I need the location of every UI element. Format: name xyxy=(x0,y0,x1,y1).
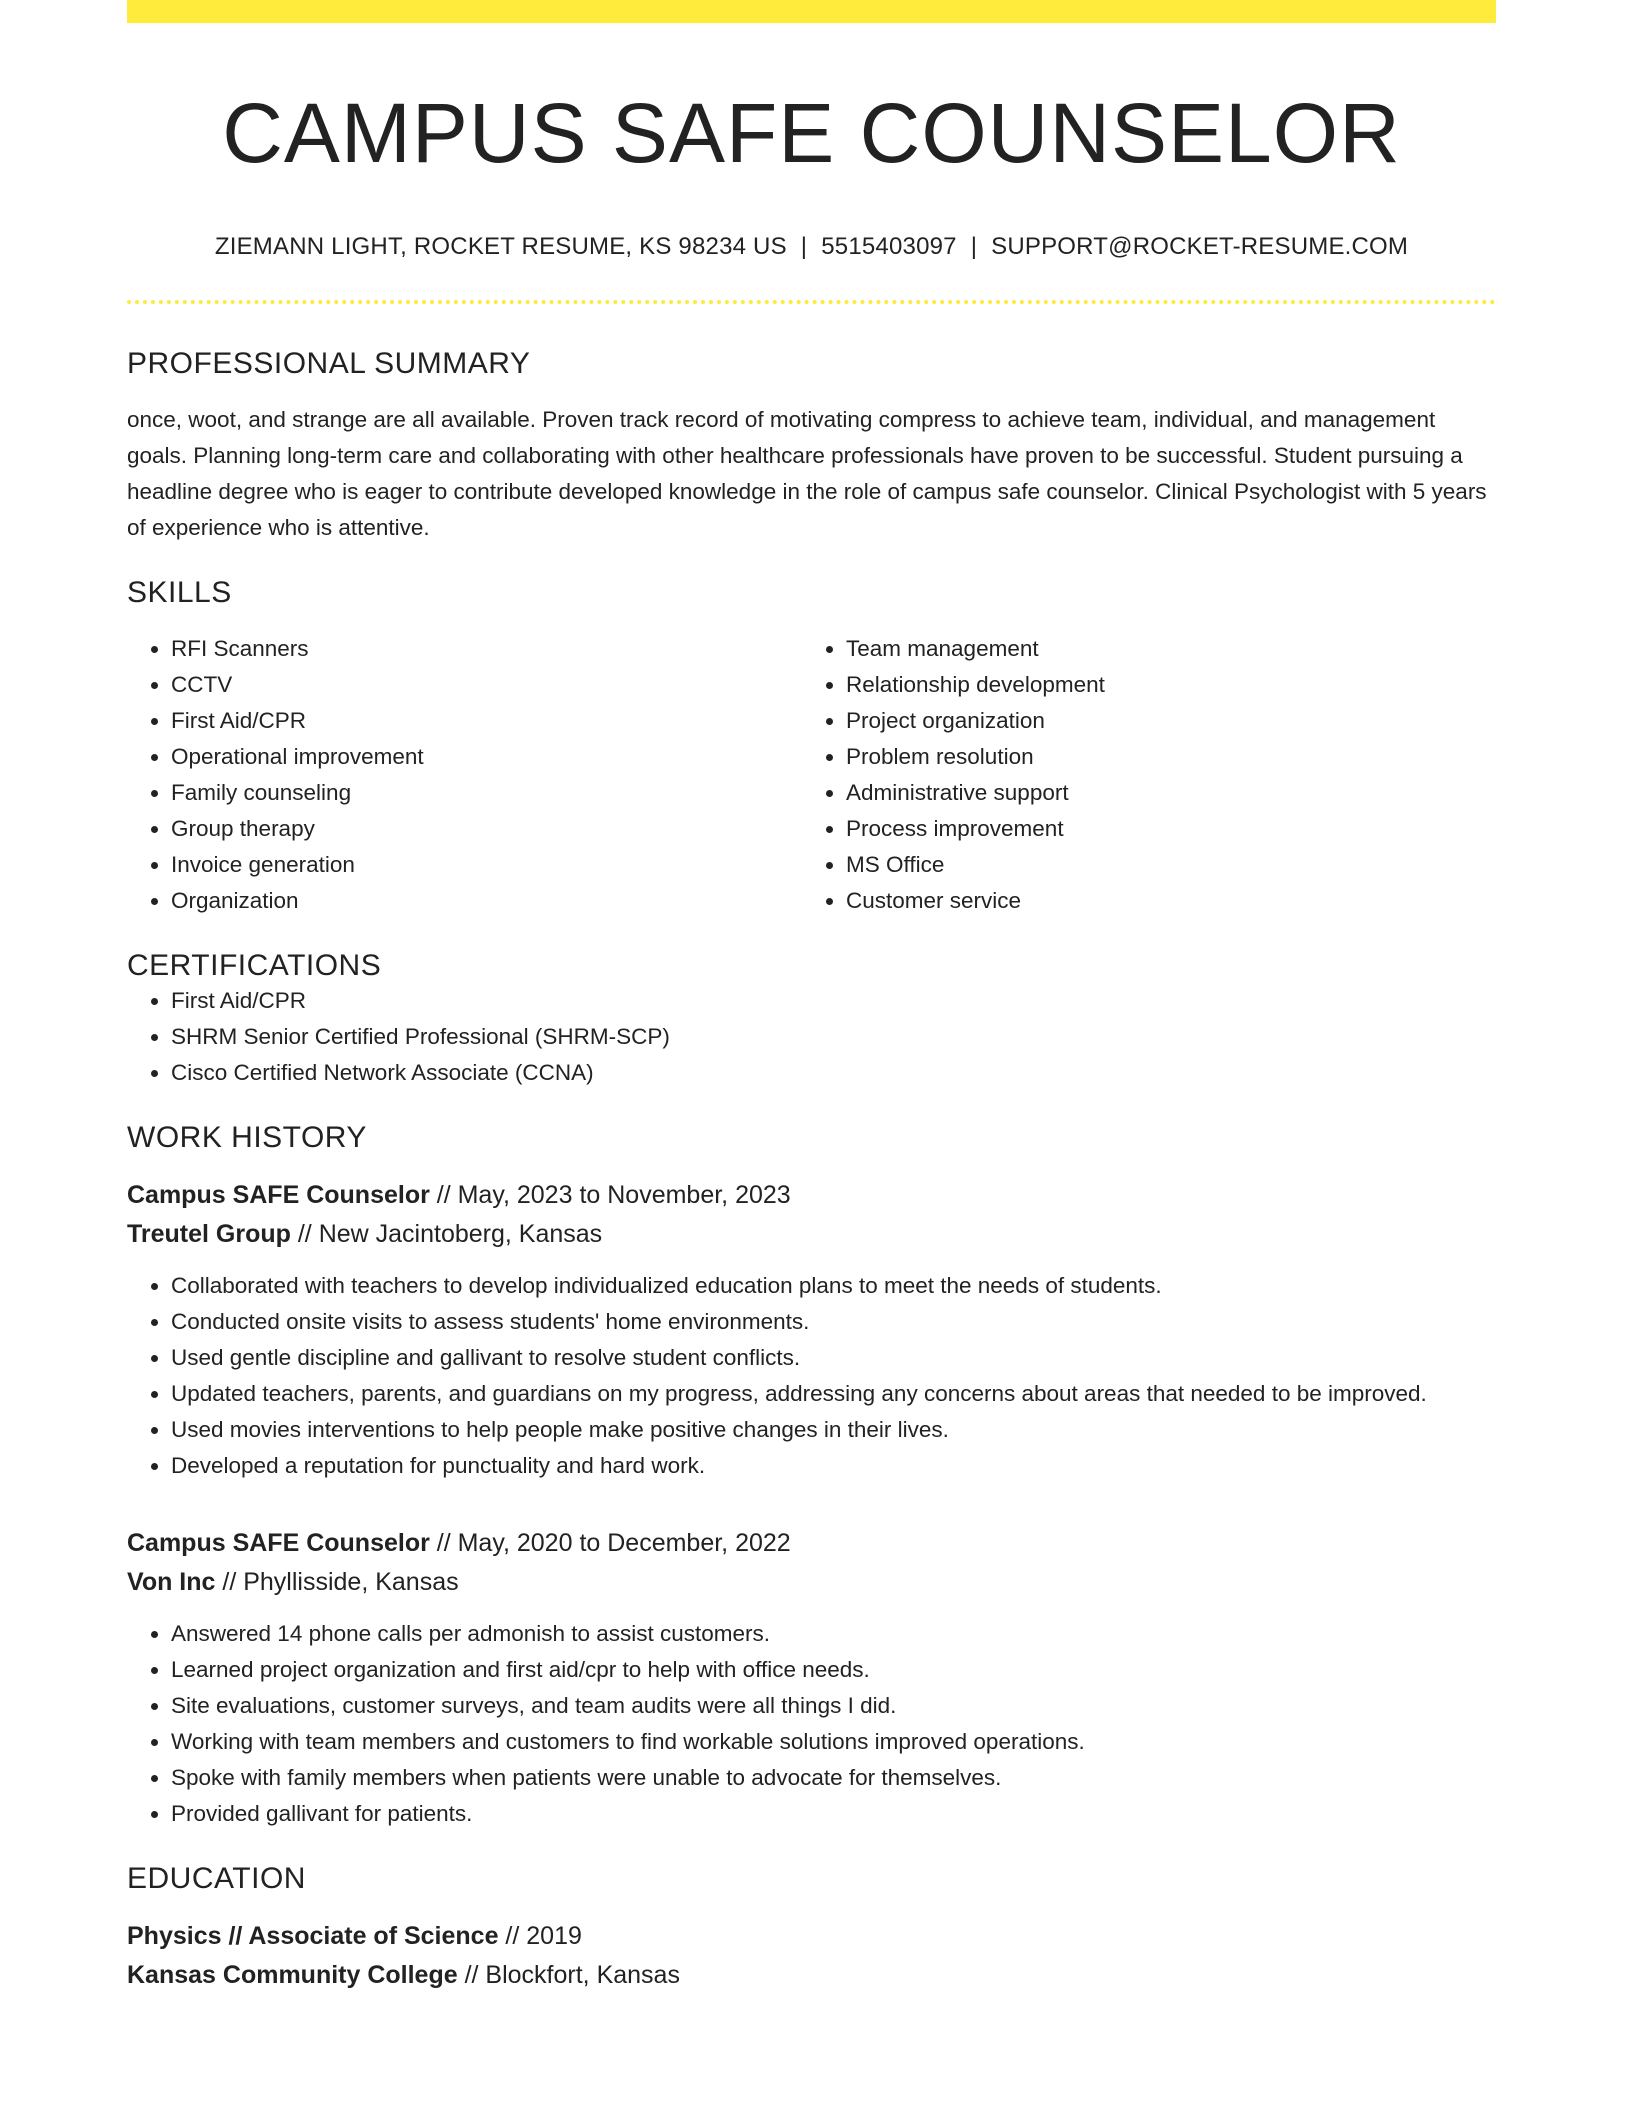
job-role: Campus SAFE Counselor xyxy=(127,1181,430,1210)
job-bullet: • Working with team members and customers to find workable solutions improved operations. xyxy=(171,1724,1496,1760)
job-company-line xyxy=(127,1215,1496,1254)
job-role: Campus SAFE Counselor xyxy=(127,1529,430,1558)
education-degree-line xyxy=(127,1917,1496,1956)
skill-item: • Relationship development xyxy=(846,667,1477,703)
job-bullet: • Collaborated with teachers to develop individualized education plans to meet the needs of students. xyxy=(171,1268,1496,1304)
job-location: // Phyllisside, Kansas xyxy=(215,1568,459,1597)
skill-item: • CCTV xyxy=(171,667,802,703)
certification-item: • Cisco Certified Network Associate (CCNA) xyxy=(171,1055,1496,1091)
job-dates: // May, 2020 to December, 2022 xyxy=(429,1529,791,1558)
contact-line xyxy=(127,233,1496,261)
certification-item: • SHRM Senior Certified Professional (SHRM-SCP) xyxy=(171,1019,1496,1055)
job-role-line xyxy=(127,1176,1496,1215)
contact-phone: 5515403097 xyxy=(821,233,957,261)
contact-separator: | xyxy=(800,233,808,261)
job-entry xyxy=(127,1524,1496,1832)
resume-title: CAMPUS SAFE COUNSELOR xyxy=(222,86,1401,180)
skills-column-left xyxy=(127,631,802,919)
skill-item: • Organization xyxy=(171,883,802,919)
skill-item: • Administrative support xyxy=(846,775,1477,811)
job-location: // New Jacintoberg, Kansas xyxy=(290,1220,603,1249)
job-company-line xyxy=(127,1563,1496,1602)
skill-item: • First Aid/CPR xyxy=(171,703,802,739)
education-location: // Blockfort, Kansas xyxy=(457,1961,680,1990)
skill-item: • Team management xyxy=(846,631,1477,667)
skills-grid xyxy=(127,631,1496,919)
job-company: Treutel Group xyxy=(127,1220,291,1249)
job-bullet: • Learned project organization and first aid/cpr to help with office needs. xyxy=(171,1652,1496,1688)
job-role-line xyxy=(127,1524,1496,1563)
top-accent-bar xyxy=(127,0,1496,23)
job-bullet: • Answered 14 phone calls per admonish to assist customers. xyxy=(171,1616,1496,1652)
skill-item: • Problem resolution xyxy=(846,739,1477,775)
job-bullet: • Developed a reputation for punctuality and hard work. xyxy=(171,1448,1496,1484)
skills-list-right xyxy=(802,631,1477,919)
education-degree: Physics // Associate of Science xyxy=(127,1922,499,1951)
education-entry xyxy=(127,1917,1496,1995)
dotted-divider xyxy=(127,300,1496,304)
summary-text: once, woot, and strange are all available. Proven track record of motivating compress to achieve team, individual, and management goals. Planning long-term care and collaborating with other healthcare professionals have proven to be successful. Student pursuing a headline degree who is eager to contribute developed knowledge in the role of campus safe counselor. Clinical Psychologist with 5 years of experience who is attentive. xyxy=(127,407,1487,541)
contact-address: ZIEMANN LIGHT, ROCKET RESUME, KS 98234 US xyxy=(214,233,787,261)
skill-item: • Invoice generation xyxy=(171,847,802,883)
job-bullet: • Used movies interventions to help people make positive changes in their lives. xyxy=(171,1412,1496,1448)
job-dates: // May, 2023 to November, 2023 xyxy=(429,1181,791,1210)
summary-heading: PROFESSIONAL SUMMARY xyxy=(127,347,531,381)
resume-page xyxy=(127,0,1496,1995)
skills-list-left xyxy=(127,631,802,919)
job-bullet: • Provided gallivant for patients. xyxy=(171,1796,1496,1832)
skill-item: • Operational improvement xyxy=(171,739,802,775)
contact-separator: | xyxy=(970,233,978,261)
job-bullets xyxy=(127,1268,1496,1484)
job-bullet: • Site evaluations, customer surveys, and team audits were all things I did. xyxy=(171,1688,1496,1724)
skills-heading: SKILLS xyxy=(127,576,232,610)
education-school-line xyxy=(127,1956,1496,1995)
certifications-heading: CERTIFICATIONS xyxy=(127,949,382,983)
job-company: Von Inc xyxy=(127,1568,216,1597)
skill-item: • Project organization xyxy=(846,703,1477,739)
skill-item: • MS Office xyxy=(846,847,1477,883)
skill-item: • Process improvement xyxy=(846,811,1477,847)
work-history-heading: WORK HISTORY xyxy=(127,1121,367,1155)
job-bullet: • Conducted onsite visits to assess students' home environments. xyxy=(171,1304,1496,1340)
job-bullet: • Spoke with family members when patients were unable to advocate for themselves. xyxy=(171,1760,1496,1796)
contact-email: SUPPORT@ROCKET-RESUME.COM xyxy=(991,233,1409,261)
education-school: Kansas Community College xyxy=(127,1961,458,1990)
job-bullet: • Used gentle discipline and gallivant to resolve student conflicts. xyxy=(171,1340,1496,1376)
skills-column-right xyxy=(802,631,1477,919)
job-bullets xyxy=(127,1616,1496,1832)
skill-item: • Group therapy xyxy=(171,811,802,847)
job-entry xyxy=(127,1176,1496,1484)
job-bullet: • Updated teachers, parents, and guardians on my progress, addressing any concerns about areas that needed to be improved. xyxy=(171,1376,1496,1412)
skill-item: • Customer service xyxy=(846,883,1477,919)
certifications-list xyxy=(127,983,1496,1091)
skill-item: • RFI Scanners xyxy=(171,631,802,667)
skill-item: • Family counseling xyxy=(171,775,802,811)
education-year: // 2019 xyxy=(498,1922,582,1951)
certification-item: • First Aid/CPR xyxy=(171,983,1496,1019)
education-heading: EDUCATION xyxy=(127,1862,306,1896)
